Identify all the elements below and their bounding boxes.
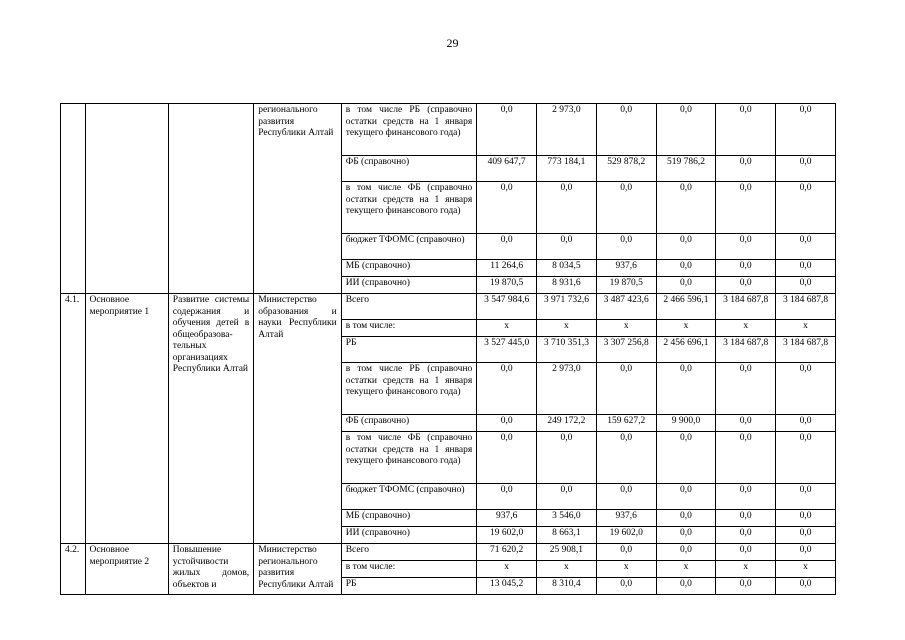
amount-cell: 0,0 xyxy=(596,363,656,415)
amount-cell: 0,0 xyxy=(776,510,836,527)
amount-cell: 0,0 xyxy=(596,578,656,595)
amount-cell: 0,0 xyxy=(656,484,716,510)
measure-goal-cell: Повышение устойчивости жилых домов, объектов и xyxy=(168,544,253,595)
amount-cell: 8 034,5 xyxy=(537,260,597,277)
amount-cell: 0,0 xyxy=(716,363,776,415)
amount-cell: 937,6 xyxy=(596,260,656,277)
measure-goal-cell: Развитие системы содержания и обучения детей в общеобразова-тельных организациях Республики Алтай xyxy=(168,294,253,544)
amount-cell: 0,0 xyxy=(716,510,776,527)
executor-cell: Министерство регионального развития Республики Алтай xyxy=(254,544,342,595)
amount-cell: 2 456 696,1 xyxy=(656,337,716,363)
amount-cell: 0,0 xyxy=(596,544,656,561)
amount-cell: 0,0 xyxy=(716,234,776,260)
amount-cell: 0,0 xyxy=(716,260,776,277)
funding-source-cell: ИИ (справочно) xyxy=(341,277,477,294)
amount-cell: 0,0 xyxy=(776,527,836,544)
funding-source-cell: РБ xyxy=(341,578,477,595)
amount-cell: 13 045,2 xyxy=(477,578,537,595)
amount-cell: 3 527 445,0 xyxy=(477,337,537,363)
amount-cell: 159 627,2 xyxy=(596,415,656,432)
funding-source-cell: в том числе ФБ (справочно остатки средств на 1 января текущего финансового года) xyxy=(341,432,477,484)
amount-cell: х xyxy=(537,561,597,578)
amount-cell: 0,0 xyxy=(596,234,656,260)
amount-cell: 0,0 xyxy=(776,277,836,294)
amount-cell: 3 184 687,8 xyxy=(776,337,836,363)
amount-cell: 0,0 xyxy=(477,104,537,156)
amount-cell: 8 310,4 xyxy=(537,578,597,595)
amount-cell: х xyxy=(477,320,537,337)
funding-source-cell: в том числе: xyxy=(341,561,477,578)
amount-cell: 3 184 687,8 xyxy=(716,337,776,363)
table-body xyxy=(61,104,836,595)
amount-cell: 19 602,0 xyxy=(596,527,656,544)
amount-cell: 0,0 xyxy=(656,363,716,415)
funding-source-cell: в том числе РБ (справочно остатки средств на 1 января текущего финансового года) xyxy=(341,104,477,156)
amount-cell: 0,0 xyxy=(477,182,537,234)
amount-cell: 0,0 xyxy=(776,104,836,156)
amount-cell: 19 602,0 xyxy=(477,527,537,544)
amount-cell: 773 184,1 xyxy=(537,156,597,182)
amount-cell: 3 184 687,8 xyxy=(776,294,836,320)
amount-cell: х xyxy=(776,320,836,337)
amount-cell: 0,0 xyxy=(656,277,716,294)
measure-name-cell xyxy=(85,104,168,294)
amount-cell: 0,0 xyxy=(656,578,716,595)
amount-cell: 0,0 xyxy=(477,234,537,260)
amount-cell: 409 647,7 xyxy=(477,156,537,182)
amount-cell: 249 172,2 xyxy=(537,415,597,432)
amount-cell: х xyxy=(477,561,537,578)
amount-cell: 0,0 xyxy=(477,415,537,432)
amount-cell: 0,0 xyxy=(596,104,656,156)
funding-source-cell: Всего xyxy=(341,544,477,561)
row-number-cell: 4.2. xyxy=(61,544,86,595)
amount-cell: 19 870,5 xyxy=(477,277,537,294)
amount-cell: 8 931,6 xyxy=(537,277,597,294)
funding-source-cell: в том числе: xyxy=(341,320,477,337)
amount-cell: х xyxy=(776,561,836,578)
budget-table xyxy=(60,103,836,595)
executor-cell: Министерство образования и науки Республики Алтай xyxy=(254,294,342,544)
amount-cell: 8 663,1 xyxy=(537,527,597,544)
page-number: 29 xyxy=(446,36,459,50)
amount-cell: 3 546,0 xyxy=(537,510,597,527)
funding-source-cell: ИИ (справочно) xyxy=(341,527,477,544)
amount-cell: 3 547 984,6 xyxy=(477,294,537,320)
amount-cell: х xyxy=(596,561,656,578)
funding-source-cell: ФБ (справочно) xyxy=(341,156,477,182)
amount-cell: 0,0 xyxy=(596,484,656,510)
amount-cell: 0,0 xyxy=(596,182,656,234)
funding-source-cell: РБ xyxy=(341,337,477,363)
amount-cell: х xyxy=(656,561,716,578)
table-row xyxy=(61,544,836,561)
funding-source-cell: МБ (справочно) xyxy=(341,260,477,277)
amount-cell: х xyxy=(656,320,716,337)
funding-source-cell: бюджет ТФОМС (справочно) xyxy=(341,234,477,260)
amount-cell: 0,0 xyxy=(656,527,716,544)
amount-cell: 0,0 xyxy=(537,182,597,234)
amount-cell: 9 900,0 xyxy=(656,415,716,432)
measure-name-cell: Основное мероприятие 1 xyxy=(85,294,168,544)
funding-source-cell: МБ (справочно) xyxy=(341,510,477,527)
amount-cell: 529 878,2 xyxy=(596,156,656,182)
amount-cell: 0,0 xyxy=(537,234,597,260)
funding-source-cell: бюджет ТФОМС (справочно) xyxy=(341,484,477,510)
amount-cell: 0,0 xyxy=(656,432,716,484)
amount-cell: 0,0 xyxy=(776,544,836,561)
measure-goal-cell xyxy=(168,104,253,294)
amount-cell: 3 487 423,6 xyxy=(596,294,656,320)
amount-cell: 25 908,1 xyxy=(537,544,597,561)
amount-cell: 2 973,0 xyxy=(537,104,597,156)
amount-cell: 3 307 256,8 xyxy=(596,337,656,363)
amount-cell: 0,0 xyxy=(656,182,716,234)
funding-source-cell: Всего xyxy=(341,294,477,320)
amount-cell: х xyxy=(596,320,656,337)
amount-cell: 0,0 xyxy=(596,432,656,484)
amount-cell: х xyxy=(716,320,776,337)
amount-cell: 0,0 xyxy=(656,104,716,156)
amount-cell: 2 466 596,1 xyxy=(656,294,716,320)
amount-cell: 0,0 xyxy=(716,415,776,432)
amount-cell: 0,0 xyxy=(776,156,836,182)
amount-cell: 0,0 xyxy=(716,527,776,544)
amount-cell: 3 971 732,6 xyxy=(537,294,597,320)
amount-cell: 0,0 xyxy=(477,363,537,415)
amount-cell: 3 710 351,3 xyxy=(537,337,597,363)
amount-cell: 0,0 xyxy=(537,484,597,510)
table-row xyxy=(61,104,836,156)
amount-cell: 0,0 xyxy=(716,578,776,595)
amount-cell: 0,0 xyxy=(537,432,597,484)
amount-cell: 19 870,5 xyxy=(596,277,656,294)
amount-cell: 937,6 xyxy=(477,510,537,527)
amount-cell: х xyxy=(716,561,776,578)
amount-cell: 0,0 xyxy=(776,578,836,595)
amount-cell: 0,0 xyxy=(656,510,716,527)
amount-cell: 0,0 xyxy=(776,260,836,277)
amount-cell: 0,0 xyxy=(776,363,836,415)
row-number-cell: 4.1. xyxy=(61,294,86,544)
amount-cell: 0,0 xyxy=(716,104,776,156)
amount-cell: 0,0 xyxy=(656,544,716,561)
table-row xyxy=(61,294,836,320)
amount-cell: 0,0 xyxy=(477,432,537,484)
row-number-cell xyxy=(61,104,86,294)
amount-cell: 0,0 xyxy=(716,182,776,234)
executor-cell: регионального развития Республики Алтай xyxy=(254,104,342,294)
amount-cell: 11 264,6 xyxy=(477,260,537,277)
amount-cell: 0,0 xyxy=(477,484,537,510)
amount-cell: 0,0 xyxy=(776,432,836,484)
amount-cell: 0,0 xyxy=(776,182,836,234)
amount-cell: 2 973,0 xyxy=(537,363,597,415)
funding-source-cell: в том числе РБ (справочно остатки средств на 1 января текущего финансового года) xyxy=(341,363,477,415)
amount-cell: 0,0 xyxy=(776,415,836,432)
amount-cell: 0,0 xyxy=(776,484,836,510)
amount-cell: 0,0 xyxy=(776,234,836,260)
amount-cell: 3 184 687,8 xyxy=(716,294,776,320)
amount-cell: 937,6 xyxy=(596,510,656,527)
measure-name-cell: Основное мероприятие 2 xyxy=(85,544,168,595)
funding-source-cell: ФБ (справочно) xyxy=(341,415,477,432)
amount-cell: 0,0 xyxy=(656,234,716,260)
funding-source-cell: в том числе ФБ (справочно остатки средств на 1 января текущего финансового года) xyxy=(341,182,477,234)
amount-cell: 519 786,2 xyxy=(656,156,716,182)
amount-cell: 0,0 xyxy=(716,484,776,510)
amount-cell: 0,0 xyxy=(656,260,716,277)
amount-cell: 0,0 xyxy=(716,277,776,294)
amount-cell: 0,0 xyxy=(716,156,776,182)
amount-cell: 0,0 xyxy=(716,432,776,484)
amount-cell: х xyxy=(537,320,597,337)
amount-cell: 0,0 xyxy=(716,544,776,561)
amount-cell: 71 620,2 xyxy=(477,544,537,561)
